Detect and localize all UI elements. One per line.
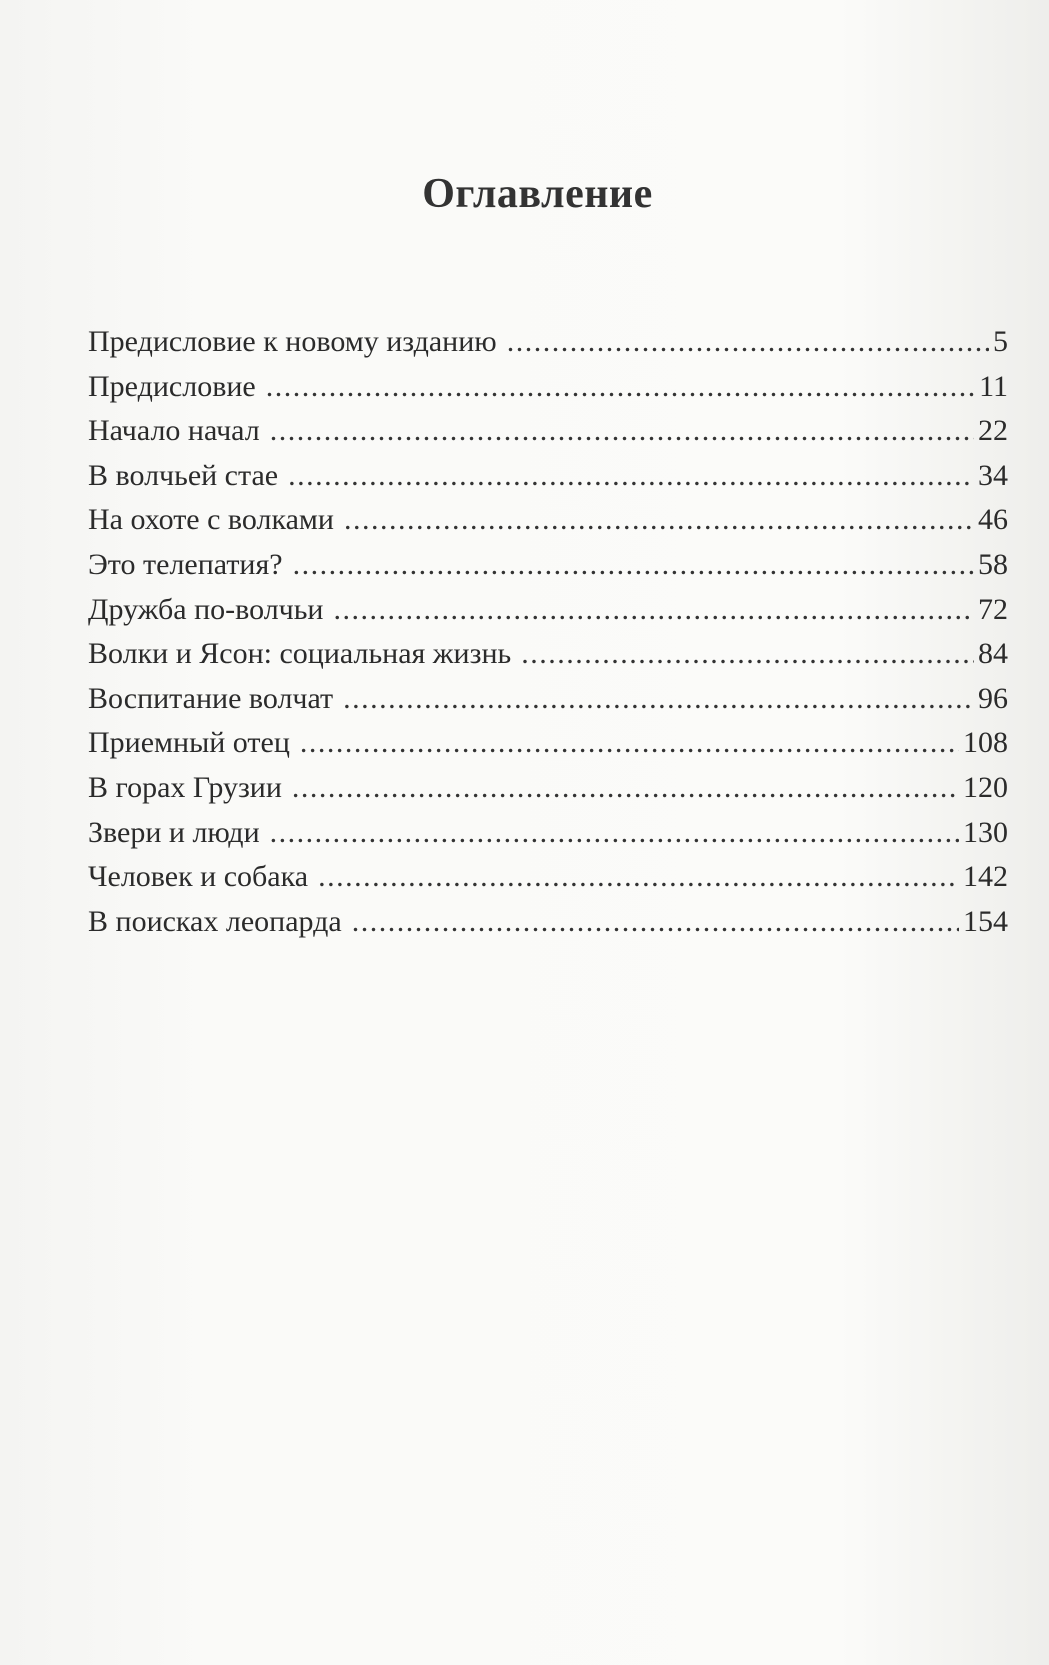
toc-entry-page-number: 58 — [978, 547, 1008, 581]
toc-entry — [88, 588, 1008, 633]
toc-entry-title: Предисловие к новому изданию — [88, 325, 497, 358]
toc-entry-title: В волчьей стае — [88, 458, 279, 492]
dot-leader — [344, 498, 974, 543]
dot-leader — [266, 365, 975, 410]
toc-entry-page-number: 130 — [963, 815, 1008, 849]
toc-entry — [88, 454, 1008, 499]
toc-entry-page-number: 72 — [978, 592, 1008, 626]
toc-entry — [88, 498, 1008, 543]
dot-leader — [507, 320, 989, 365]
toc-entry-page-number: 84 — [978, 637, 1008, 671]
toc-entry-title: Это телепатия? — [88, 547, 283, 581]
toc-entry-title: Волки и Ясон: социальная жизнь — [88, 637, 512, 671]
toc-entry — [88, 632, 1008, 677]
toc-entry-page-number: 154 — [963, 904, 1008, 938]
toc-entry-title: В горах Грузии — [88, 770, 282, 804]
toc-entry-page-number: 11 — [979, 369, 1008, 403]
toc-entry-title: Воспитание волчат — [88, 681, 334, 715]
dot-leader — [318, 855, 959, 900]
toc-entry-title: Начало начал — [88, 414, 260, 448]
dot-leader — [270, 409, 974, 454]
toc-entry-page-number: 142 — [963, 860, 1008, 894]
dot-leader — [300, 721, 959, 766]
toc-entry — [88, 721, 1008, 766]
toc-entry-title: Человек и собака — [88, 860, 309, 894]
toc-entry-page-number: 96 — [978, 681, 1008, 715]
toc-entry-page-number: 46 — [978, 503, 1008, 537]
toc-entry-page-number: 34 — [978, 458, 1008, 492]
dot-leader — [334, 588, 975, 633]
dot-leader — [292, 766, 959, 811]
toc-entry — [88, 811, 1008, 856]
dot-leader — [521, 632, 974, 677]
toc-entry — [88, 320, 1008, 365]
toc-entry-title: Приемный отец — [88, 726, 290, 760]
dot-leader — [270, 811, 959, 856]
toc-entry — [88, 677, 1008, 722]
toc-entry — [88, 543, 1008, 588]
toc-entry-title: Дружба по-волчьи — [88, 592, 324, 626]
table-of-contents — [88, 320, 1008, 944]
toc-entry — [88, 365, 1008, 410]
toc-entry — [88, 766, 1008, 811]
toc-entry-title: В поисках леопарда — [88, 904, 342, 938]
dot-leader — [352, 900, 959, 945]
toc-entry-title: Звери и люди — [88, 815, 260, 849]
toc-entry-page-number: 22 — [978, 414, 1008, 448]
dot-leader — [293, 543, 974, 588]
toc-entry-page-number: 120 — [963, 770, 1008, 804]
toc-entry-title: Предисловие — [88, 369, 256, 403]
toc-entry-page-number: 5 — [993, 325, 1008, 358]
page-title: Оглавление — [422, 171, 653, 217]
toc-entry-title: На охоте с волками — [88, 503, 334, 537]
toc-entry — [88, 409, 1008, 454]
toc-entry-page-number: 108 — [963, 726, 1008, 760]
dot-leader — [343, 677, 974, 722]
toc-entry — [88, 855, 1008, 900]
dot-leader — [288, 454, 974, 499]
toc-entry — [88, 900, 1008, 945]
